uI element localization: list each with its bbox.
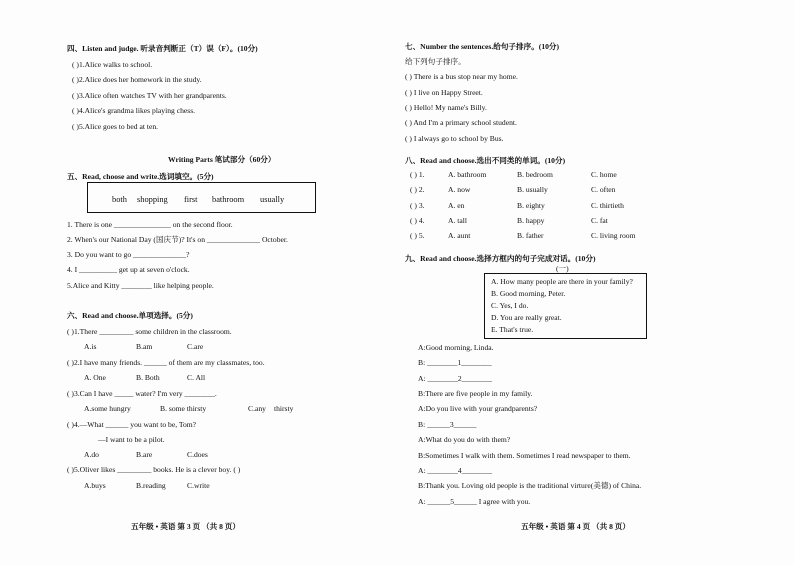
page-footer: 五年级 • 英语 第 4 页 （共 8 页） xyxy=(521,522,630,531)
option: B. some thirsty xyxy=(160,404,207,413)
option: A.is xyxy=(84,342,97,351)
list-item: ( ) Hello! My name's Billy. xyxy=(405,103,487,112)
option: C. All xyxy=(187,373,206,382)
option: C.any xyxy=(248,404,266,413)
option: A. aunt xyxy=(448,231,471,240)
word-bank-item: shopping xyxy=(137,195,168,204)
list-item: ( )4.Alice's grandma likes playing chess. xyxy=(72,106,196,115)
list-item: ( ) I always go to school by Bus. xyxy=(405,134,504,143)
part-label: (一) xyxy=(556,264,569,273)
dialog-line: B:There are five people in my family. xyxy=(418,389,533,398)
section-7-title: 七、Number the sentences.给句子排序。(10分) xyxy=(405,42,560,51)
option: E. That's true. xyxy=(491,325,534,334)
question: ( )2.I have many friends. ______ of them are my classmates, too. xyxy=(67,358,265,367)
list-item: ( ) There is a bus stop near my home. xyxy=(405,72,518,81)
row-number: ( ) 1. xyxy=(410,170,425,179)
question: ( )1.There _________ some children in the classroom. xyxy=(67,327,232,336)
word-bank-item: bathroom xyxy=(212,195,245,204)
page-footer: 五年级 • 英语 第 3 页 （共 8 页） xyxy=(131,522,240,531)
dialog-line: A:Good morning, Linda. xyxy=(418,343,494,352)
option: B. usually xyxy=(517,185,548,194)
writing-part-title: Writing Parts 笔试部分（60分） xyxy=(168,155,276,164)
section-7-subtitle: 给下列句子排序。 xyxy=(405,57,466,66)
fill-blank-item: 4. I __________ get up at seven o'clock. xyxy=(67,265,190,274)
section-6-title: 六、Read and choose.单项选择。(5分) xyxy=(67,311,193,320)
option: thirsty xyxy=(274,404,294,413)
option: B.are xyxy=(136,450,153,459)
dialog-line: A: ________2________ xyxy=(418,374,493,383)
row-number: ( ) 4. xyxy=(410,216,425,225)
option: B. eighty xyxy=(517,201,545,210)
option: B.reading xyxy=(136,481,166,490)
option: A.buys xyxy=(84,481,106,490)
fill-blank-item: 2. When's our National Day (国庆节)? It's on ______________ October. xyxy=(67,235,288,244)
section-4-title: 四、Listen and judge. 听录音判断正（T）误（F）。(10分) xyxy=(67,44,258,53)
question-line: —I want to be a pilot. xyxy=(98,435,165,444)
option: A. One xyxy=(84,373,106,382)
dialog-line: B: ________1________ xyxy=(418,358,492,367)
option: A.some hungry xyxy=(84,404,131,413)
option: A. How many people are there in your family? xyxy=(491,277,633,286)
dialog-line: A:Do you live with your grandparents? xyxy=(418,404,538,413)
dialog-line: B: ______3______ xyxy=(418,420,477,429)
dialog-line: B:Sometimes I walk with them. Sometimes I read newspaper to them. xyxy=(418,451,631,460)
option: A. now xyxy=(448,185,471,194)
dialog-line: B:Thank you. Loving old people is the traditional virture(美德) of China. xyxy=(418,481,642,490)
option: C. often xyxy=(591,185,616,194)
option: C. fat xyxy=(591,216,608,225)
question: ( )5.Oliver likes _________ books. He is a clever boy. ( ) xyxy=(67,465,241,474)
list-item: ( )2.Alice does her homework in the study. xyxy=(72,75,202,84)
option: C.write xyxy=(187,481,210,490)
option: C. home xyxy=(591,170,617,179)
option: C. thirtieth xyxy=(591,201,624,210)
option: A. en xyxy=(448,201,465,210)
option: B. Both xyxy=(136,373,160,382)
list-item: ( )1.Alice walks to school. xyxy=(72,60,153,69)
row-number: ( ) 5. xyxy=(410,231,425,240)
question: ( )4.—What ______ you want to be, Tom? xyxy=(67,420,197,429)
row-number: ( ) 2. xyxy=(410,185,425,194)
row-number: ( ) 3. xyxy=(410,201,425,210)
option: A. bathroom xyxy=(448,170,487,179)
fill-blank-item: 1. There is one _______________ on the second floor. xyxy=(67,220,233,229)
section-8-title: 八、Read and choose.选出不同类的单词。(10分) xyxy=(405,156,566,165)
fill-blank-item: 3. Do you want to go ______________? xyxy=(67,250,190,259)
option: C. Yes, I do. xyxy=(491,301,529,310)
option: C. living room xyxy=(591,231,636,240)
section-5-title: 五、Read, choose and write.选词填空。(5分) xyxy=(67,172,214,181)
dialog-line: A:What do you do with them? xyxy=(418,435,511,444)
list-item: ( )3.Alice often watches TV with her grandparents. xyxy=(72,91,227,100)
word-bank-item: both xyxy=(112,195,127,204)
fill-blank-item: 5.Alice and Kitty ________ like helping people. xyxy=(67,281,214,290)
option: C.are xyxy=(187,342,204,351)
option: B. happy xyxy=(517,216,545,225)
word-bank-item: first xyxy=(184,195,198,204)
word-bank-item: usually xyxy=(260,195,285,204)
list-item: ( ) I live on Happy Street. xyxy=(405,88,483,97)
dialog-line: A: ______5______ I agree with you. xyxy=(418,497,531,506)
list-item: ( ) And I'm a primary school student. xyxy=(405,118,517,127)
option: A.do xyxy=(84,450,99,459)
option: B. father xyxy=(517,231,544,240)
section-9-title: 九、Read and choose.选择方框内的句子完成对话。(10分) xyxy=(405,254,596,263)
dialog-line: A: ________4________ xyxy=(418,466,493,475)
option: A. tall xyxy=(448,216,467,225)
option: B. Good morning, Peter. xyxy=(491,289,566,298)
list-item: ( )5.Alice goes to bed at ten. xyxy=(72,122,159,131)
option: C.does xyxy=(187,450,208,459)
option: D. You are really great. xyxy=(491,313,562,322)
question: ( )3.Can I have _____ water? I'm very ________. xyxy=(67,389,217,398)
option: B.am xyxy=(136,342,153,351)
option: B. bedroom xyxy=(517,170,553,179)
